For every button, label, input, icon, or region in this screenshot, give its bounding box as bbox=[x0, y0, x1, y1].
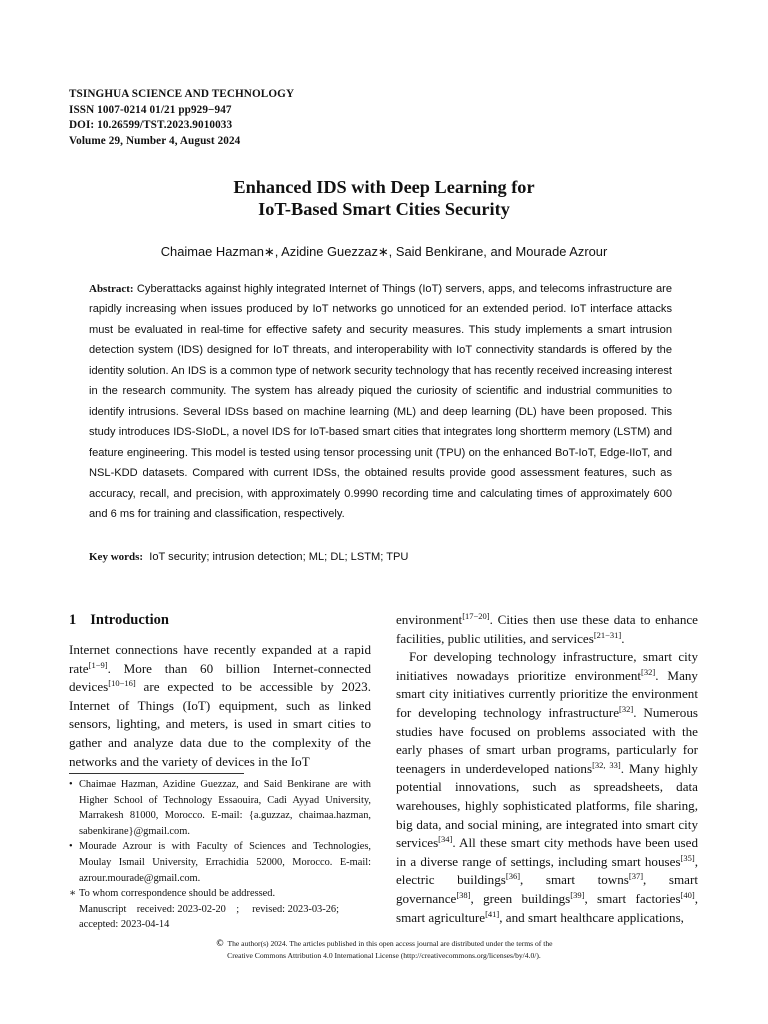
text-run: , green buildings bbox=[470, 890, 571, 906]
text-run: , smart factories bbox=[584, 890, 681, 906]
footnote-divider bbox=[69, 773, 244, 774]
abstract-label: Abstract: bbox=[89, 283, 134, 295]
bullet-icon: • bbox=[69, 779, 73, 790]
author-list: Chaimae Hazman∗, Azidine Guezzaz∗, Said Benkirane, and Mourade Azrour bbox=[160, 244, 608, 259]
intro-paragraph-2 bbox=[396, 648, 698, 927]
citation: [17−20] bbox=[462, 611, 490, 621]
citation: [21−31] bbox=[593, 629, 622, 640]
left-column bbox=[69, 641, 371, 771]
title-line-2: IoT-Based Smart Cities Security bbox=[258, 198, 510, 219]
copyright-icon: © bbox=[215, 939, 225, 949]
footnotes bbox=[69, 777, 371, 933]
journal-doi: DOI: 10.26599/TST.2023.9010033 bbox=[69, 119, 233, 132]
intro-paragraph-1 bbox=[69, 641, 371, 771]
journal-issn: ISSN 1007-0214 01/21 pp929−947 bbox=[69, 103, 232, 116]
footnote-text: To whom correspondence should be addressed. bbox=[79, 888, 276, 900]
citation: [35] bbox=[680, 852, 695, 863]
keywords-text: IoT security; intrusion detection; ML; DL; LSTM; TPU bbox=[149, 551, 409, 563]
citation: [41] bbox=[485, 908, 500, 919]
text-run: . Numerous studies have focused on problems associated with the early phases of smart urban programs, particularly for teenagers in underdeveloped nations bbox=[396, 704, 698, 776]
text-run: . All these smart city methods have been used in a diverse range of settings, including smart houses bbox=[396, 835, 698, 869]
text-run: are expected to be accessible by 2023. Internet of Things (IoT) equipment, such as linked sensors, lighting, and meters, is used in smart cities to gather and analyze data due to the complexity of the networks and the variety of devices in the IoT bbox=[69, 679, 371, 769]
asterisk-icon: ∗ bbox=[69, 888, 77, 900]
manuscript-dates: Manuscript received: 2023-02-20 ; revised: 2023-03-26; accepted: 2023-04-14 bbox=[79, 903, 342, 931]
intro-paragraph-continued bbox=[396, 611, 698, 648]
text-run: , smart agriculture bbox=[396, 890, 698, 925]
text-run: , smart governance bbox=[396, 872, 698, 906]
text-run: environment bbox=[396, 612, 463, 627]
citation: [40] bbox=[680, 889, 695, 900]
citation: [34] bbox=[438, 834, 453, 845]
text-run: , smart towns bbox=[520, 872, 629, 888]
citation: [38] bbox=[456, 889, 471, 900]
text-run: . bbox=[621, 630, 625, 646]
text-run: , electric buildings bbox=[396, 853, 698, 888]
footnote-affiliation-2 bbox=[69, 839, 371, 886]
journal-volume: Volume 29, Number 4, August 2024 bbox=[69, 134, 241, 147]
footnote-text: Mourade Azrour is with Faculty of Sciences and Technologies, Moulay Ismail University, Errachidia 52000, Morocco. E-mail: azrour.mourade@gmail.com. bbox=[79, 841, 371, 884]
text-run: , and smart healthcare applications, bbox=[499, 909, 684, 925]
citation: [32] bbox=[641, 666, 656, 677]
text-run: . Many smart city initiatives currently prioritize the environment for developing technology infrastructure bbox=[396, 667, 698, 720]
license-line-1 bbox=[0, 938, 768, 950]
license-line-2: Creative Commons Attribution 4.0 International License (http://creativecommons.org/licenses/by/4.0/). bbox=[227, 951, 541, 960]
text-run: For developing technology infrastructure, smart city initiatives nowadays prioritize environment bbox=[396, 649, 698, 683]
section-number: 1 bbox=[69, 612, 77, 628]
journal-header bbox=[69, 87, 294, 149]
abstract bbox=[89, 279, 672, 524]
bullet-icon: • bbox=[69, 841, 73, 853]
journal-name: TSINGHUA SCIENCE AND TECHNOLOGY bbox=[69, 88, 295, 100]
text-run: Internet connections have recently expanded at a rapid rate bbox=[69, 642, 371, 676]
citation: [39] bbox=[570, 889, 585, 900]
license-notice bbox=[0, 938, 768, 961]
keywords bbox=[89, 551, 408, 563]
text-run: . Many highly potential innovations, such as spreadsheets, data warehouses, highly sophisticated platforms, file sharing, big data, and social mining, are integrated into smart city services bbox=[396, 760, 698, 851]
citation: [10−16] bbox=[108, 678, 136, 689]
citation: [37] bbox=[628, 871, 644, 882]
citation: [32, 33] bbox=[592, 759, 621, 770]
citation: [32] bbox=[619, 703, 634, 714]
abstract-text: Cyberattacks against highly integrated Internet of Things (IoT) servers, apps, and telecoms infrastructure are rapidly increasing when issues produced by IoT networks go unnoticed for an extended period. IoT interface attacks must be evaluated in real-time for effective safety and security measures. This study implements a smart intrusion detection system (IDS) designed for IoT threats, and interoperability with IoT connectivity standards is offered by the identity solution. An IDS is a common type of network security technology that has recently received increasing interest in the research community. The system has already piqued the curiosity of scientific and industrial communities to identify intrusions. Several IDSs based on machine learning (ML) and deep learning (DL) have been proposed. This study introduces IDS-SIoDL, a novel IDS for IoT-based smart cities that integrates long shortterm memory (LSTM) and feature engineering. This model is tested using tensor processing unit (TPU) on the enhanced BoT-IoT, Edge-IIoT, and NSL-KDD datasets. Compared with current IDSs, the obtained results provide good assessment features, such as accuracy, recall, and precision, with approximately 0.9990 recording time and calculating times of approximately 600 and 6 ms for training and classification, respectively. bbox=[89, 283, 672, 520]
footnote-correspondence bbox=[69, 886, 371, 902]
keywords-label: Key words: bbox=[89, 551, 144, 563]
citation: [1−9] bbox=[88, 659, 108, 670]
citation: [36] bbox=[505, 871, 521, 882]
text-run: . Cities then use these data to enhance facilities, public utilities, and services bbox=[396, 612, 698, 646]
right-column bbox=[396, 611, 698, 927]
section-title: Introduction bbox=[90, 612, 169, 628]
paper-title bbox=[0, 177, 768, 220]
section-heading-introduction bbox=[69, 612, 169, 629]
footnote-text: Chaimae Hazman, Azidine Guezzaz, and Said Benkirane are with Higher School of Technology Essaouira, Cadi Ayyad University, Marrakesh 81000, Morocco. E-mail: {a.guzzaz, chaimaa.hazman, sabenkirane}@gmail.com. bbox=[79, 779, 371, 837]
text-run: . More than 60 billion Internet-connected devices bbox=[69, 660, 371, 695]
title-line-1: Enhanced IDS with Deep Learning for bbox=[233, 177, 535, 197]
license-text: The author(s) 2024. The articles published in this open access journal are distributed under the terms of the bbox=[227, 939, 553, 948]
footnote-affiliation-1 bbox=[69, 777, 371, 839]
